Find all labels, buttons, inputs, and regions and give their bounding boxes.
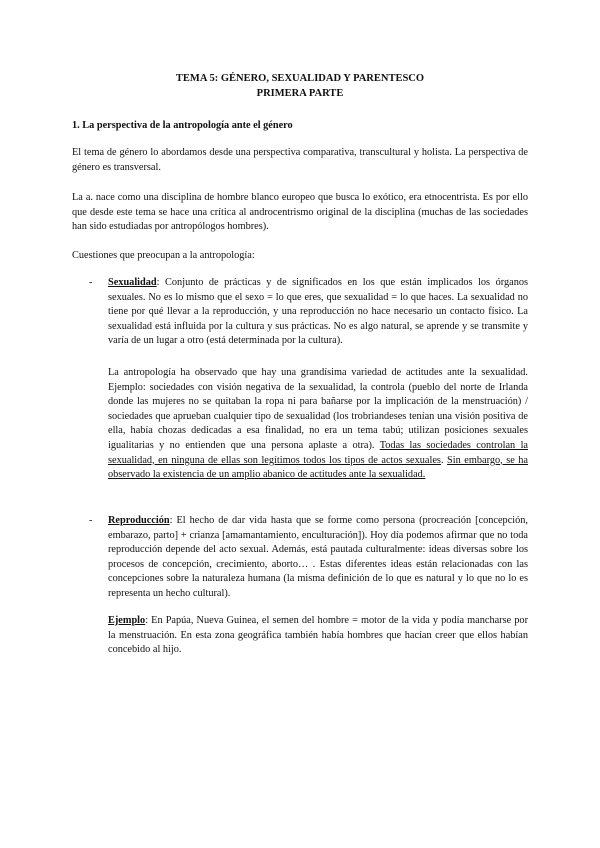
- text-actitudes: La antropología ha observado que hay una grandísima variedad de actitudes ante la sexualidad. Ejemplo: sociedades con visión negativa de la sexualidad, la controla (pueblo del norte de Irlanda donde las mujeres no se quitaban la ropa ni para bañarse por la implicación de la menstruación) / sociedades que aprueban cualquier tipo de sexualidad (los trobriandeses tenían una visión positiva de ella, había chozas dedicadas a esa finalidad, no era un tema tabú; utilizan posiciones sexuales igualitarias y no entienden que una persona aplaste a otra).: [108, 367, 528, 451]
- definition-reproduccion: : El hecho de dar vida hasta que se forme como persona (procreación [concepción, embarazo, parto] + crianza [amamantamiento, enculturación]). Hoy día podemos afirmar que no toda reproducción depende del acto sexual. Además, está pautada culturalmente: ideas diversas sobre los procesos de concepción, crecimiento, aborto… . Estas diferentes ideas están relacionadas con las concepciones sobre la naturaleza humana (la misma definición de lo que es natural y lo que no lo es representa un hecho cultural).: [108, 515, 528, 599]
- bullet-dash-sexualidad: -: [89, 277, 93, 288]
- paragraph-cuestiones: Cuestiones que preocupan a la antropología:: [72, 250, 255, 261]
- term-reproduccion: Reproducción: [108, 515, 170, 526]
- term-ejemplo: Ejemplo: [108, 615, 146, 626]
- text-separator: .: [440, 454, 448, 466]
- paragraph-ejemplo: [108, 614, 528, 658]
- title-line-2: PRIMERA PARTE: [256, 87, 344, 99]
- bullet-reproduccion: [108, 514, 528, 602]
- paragraph-perspectiva: El tema de género lo abordamos desde una perspectiva comparativa, transcultural y holista. La perspectiva de género es transversal.: [72, 147, 528, 173]
- text-ejemplo: : En Papúa, Nueva Guinea, el semen del hombre = motor de la vida y podía mancharse por la menstruación. En esta zona geográfica también había hombres que hacían creer que ellos habían concebido al hijo.: [108, 615, 528, 656]
- paragraph-sexualidad-actitudes: [108, 366, 528, 483]
- bullet-sexualidad: [108, 276, 528, 349]
- definition-sexualidad: : Conjunto de prácticas y de significados en los que están implicados los órganos sexuales. No es lo mismo que el sexo = lo que eres, que sexualidad = lo que haces. La sexualidad no tiene por qué llevar a la reproducción, y una reproducción no hace necesario un contacto físico. La sexualidad está influida por la cultura y sus prácticas. No es algo natural, se aprende y se transmite y varía de un lugar a otro (está determinada por la cultura).: [108, 277, 528, 347]
- term-sexualidad: Sexualidad: [108, 277, 157, 288]
- bullet-dash-reproduccion: -: [89, 515, 93, 526]
- underlined-control: Todas las sociedades controlan la sexualidad, en ninguna de ellas son legítimos todos los tipos de actos sexuales: [108, 439, 528, 466]
- section-heading: 1. La perspectiva de la antropología ante el género: [72, 120, 293, 131]
- document-title: [0, 72, 600, 101]
- paragraph-androcentrismo: La a. nace como una disciplina de hombre blanco europeo que busca lo exótico, era etnocentrista. Es por ello que desde este tema se hace una crítica al androcentrismo original de la disciplina (muchas de las sociedades han sido estudiadas por antropólogos hombres).: [72, 192, 528, 233]
- title-line-1: TEMA 5: GÉNERO, SEXUALIDAD Y PARENTESCO: [175, 73, 425, 84]
- underlined-abanico: Sin embargo, se ha observado la existencia de un amplio abanico de actitudes ante la sexualidad.: [108, 454, 528, 481]
